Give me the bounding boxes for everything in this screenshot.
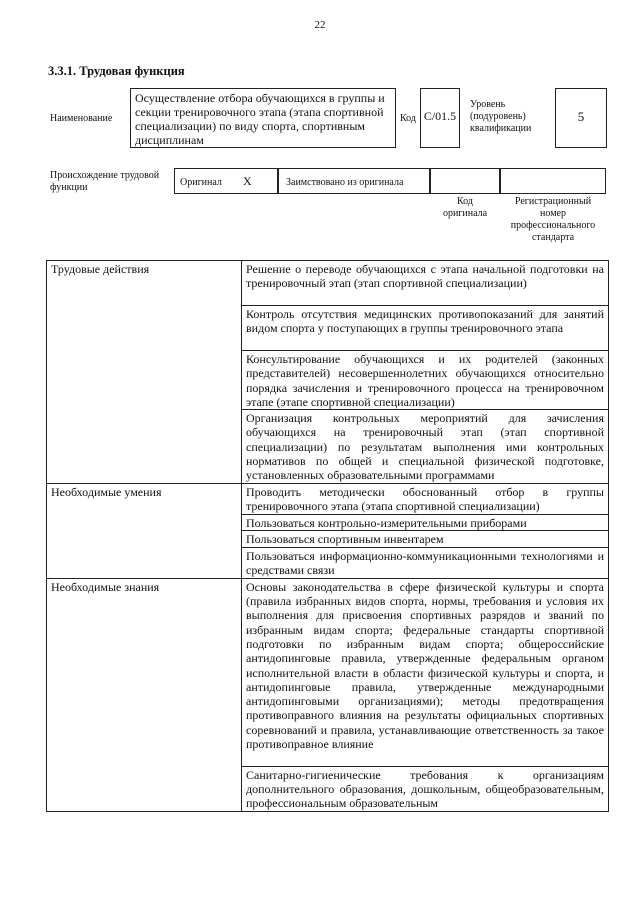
name-label: Наименование (50, 113, 113, 124)
knowledge-item: Основы законодательства в сфере физической культуры и спорта (правила избранных видов спорта, нормы, требования и условия их выполнения для присвоения спортивных разрядов и званий по избранным видам спорта; федеральные стандарты спортивной подготовки по избранным видам спорта; общероссийские антидопинговые правила, утвержденные федеральным органом исполнительной власти в области физической культуры и спорта, и антидопинговые правила, утвержденные международными антидопинговыми организациями); методы предотвращения противоправного влияния на результаты официальных спортивных соревнований и правила, устанавливающие ответственность за такое противоправное влияние (242, 578, 609, 766)
skill-item: Проводить методически обоснованный отбор в группы тренировочного этапа (этапа спортивной специализации) (242, 484, 609, 515)
row-label-knowledge: Необходимые знания (47, 578, 242, 811)
skill-item: Пользоваться информационно-коммуникационными технологиями и средствами связи (242, 547, 609, 578)
labor-action-item: Решение о переводе обучающихся с этапа начальной подготовки на тренировочный этап (этап спортивной специализации) (242, 261, 609, 306)
row-label-skills: Необходимые умения (47, 484, 242, 579)
reg-caption: Регистрационный номер профессионального стандарта (510, 196, 596, 243)
labor-action-item: Консультирование обучающихся и их родителей (законных представителей) несовершеннолетних обучающихся относительно порядка зачисления и тренировочного процесса на тренировочном этапе (этапе спортивной специализации) (242, 351, 609, 410)
table-row (47, 261, 609, 306)
reg-number-cell (500, 168, 606, 194)
knowledge-item: Санитарно-гигиенические требования к организациям дополнительного образования, дошкольным, общеобразовательным, профессиональным образовательным (242, 766, 609, 811)
table-row (47, 578, 609, 766)
original-mark: X (243, 174, 252, 188)
level-label: Уровень (подуровень) квалификации (470, 99, 532, 134)
labor-action-item: Организация контрольных мероприятий для зачисления обучающихся на тренировочный этап (этап спортивной специализации) по результатам выполнения ими контрольных нормативов по общей и специальной физической подготовке, установленных образовательными программами (242, 410, 609, 484)
function-name-value: Осуществление отбора обучающихся в группы и секции тренировочного этапа (этапа спортивной специализации) по виду спорта, спортивным дисциплинам (135, 91, 385, 147)
row-label-labor-actions: Трудовые действия (47, 261, 242, 484)
original-code-cell (430, 168, 500, 194)
page-number: 22 (314, 19, 326, 31)
section-title: 3.3.1. Трудовая функция (48, 64, 185, 78)
original-label: Оригинал (180, 177, 222, 188)
level-value: 5 (577, 109, 585, 124)
function-details-table (46, 260, 609, 812)
table-row (47, 484, 609, 515)
code-caption: Код оригинала (442, 196, 488, 219)
borrowed-label: Заимствовано из оригинала (286, 177, 404, 188)
level-box (555, 88, 607, 148)
labor-action-item: Контроль отсутствия медицинских противопоказаний для занятий видом спорта у поступающих в группы тренировочного этапа (242, 306, 609, 351)
code-value: C/01.5 (423, 109, 457, 123)
skill-item: Пользоваться контрольно-измерительными приборами (242, 515, 609, 531)
code-label: Код (400, 113, 416, 124)
function-name-box (130, 88, 396, 148)
code-box (420, 88, 460, 148)
origin-label: Происхождение трудовой функции (50, 170, 160, 193)
skill-item: Пользоваться спортивным инвентарем (242, 531, 609, 547)
